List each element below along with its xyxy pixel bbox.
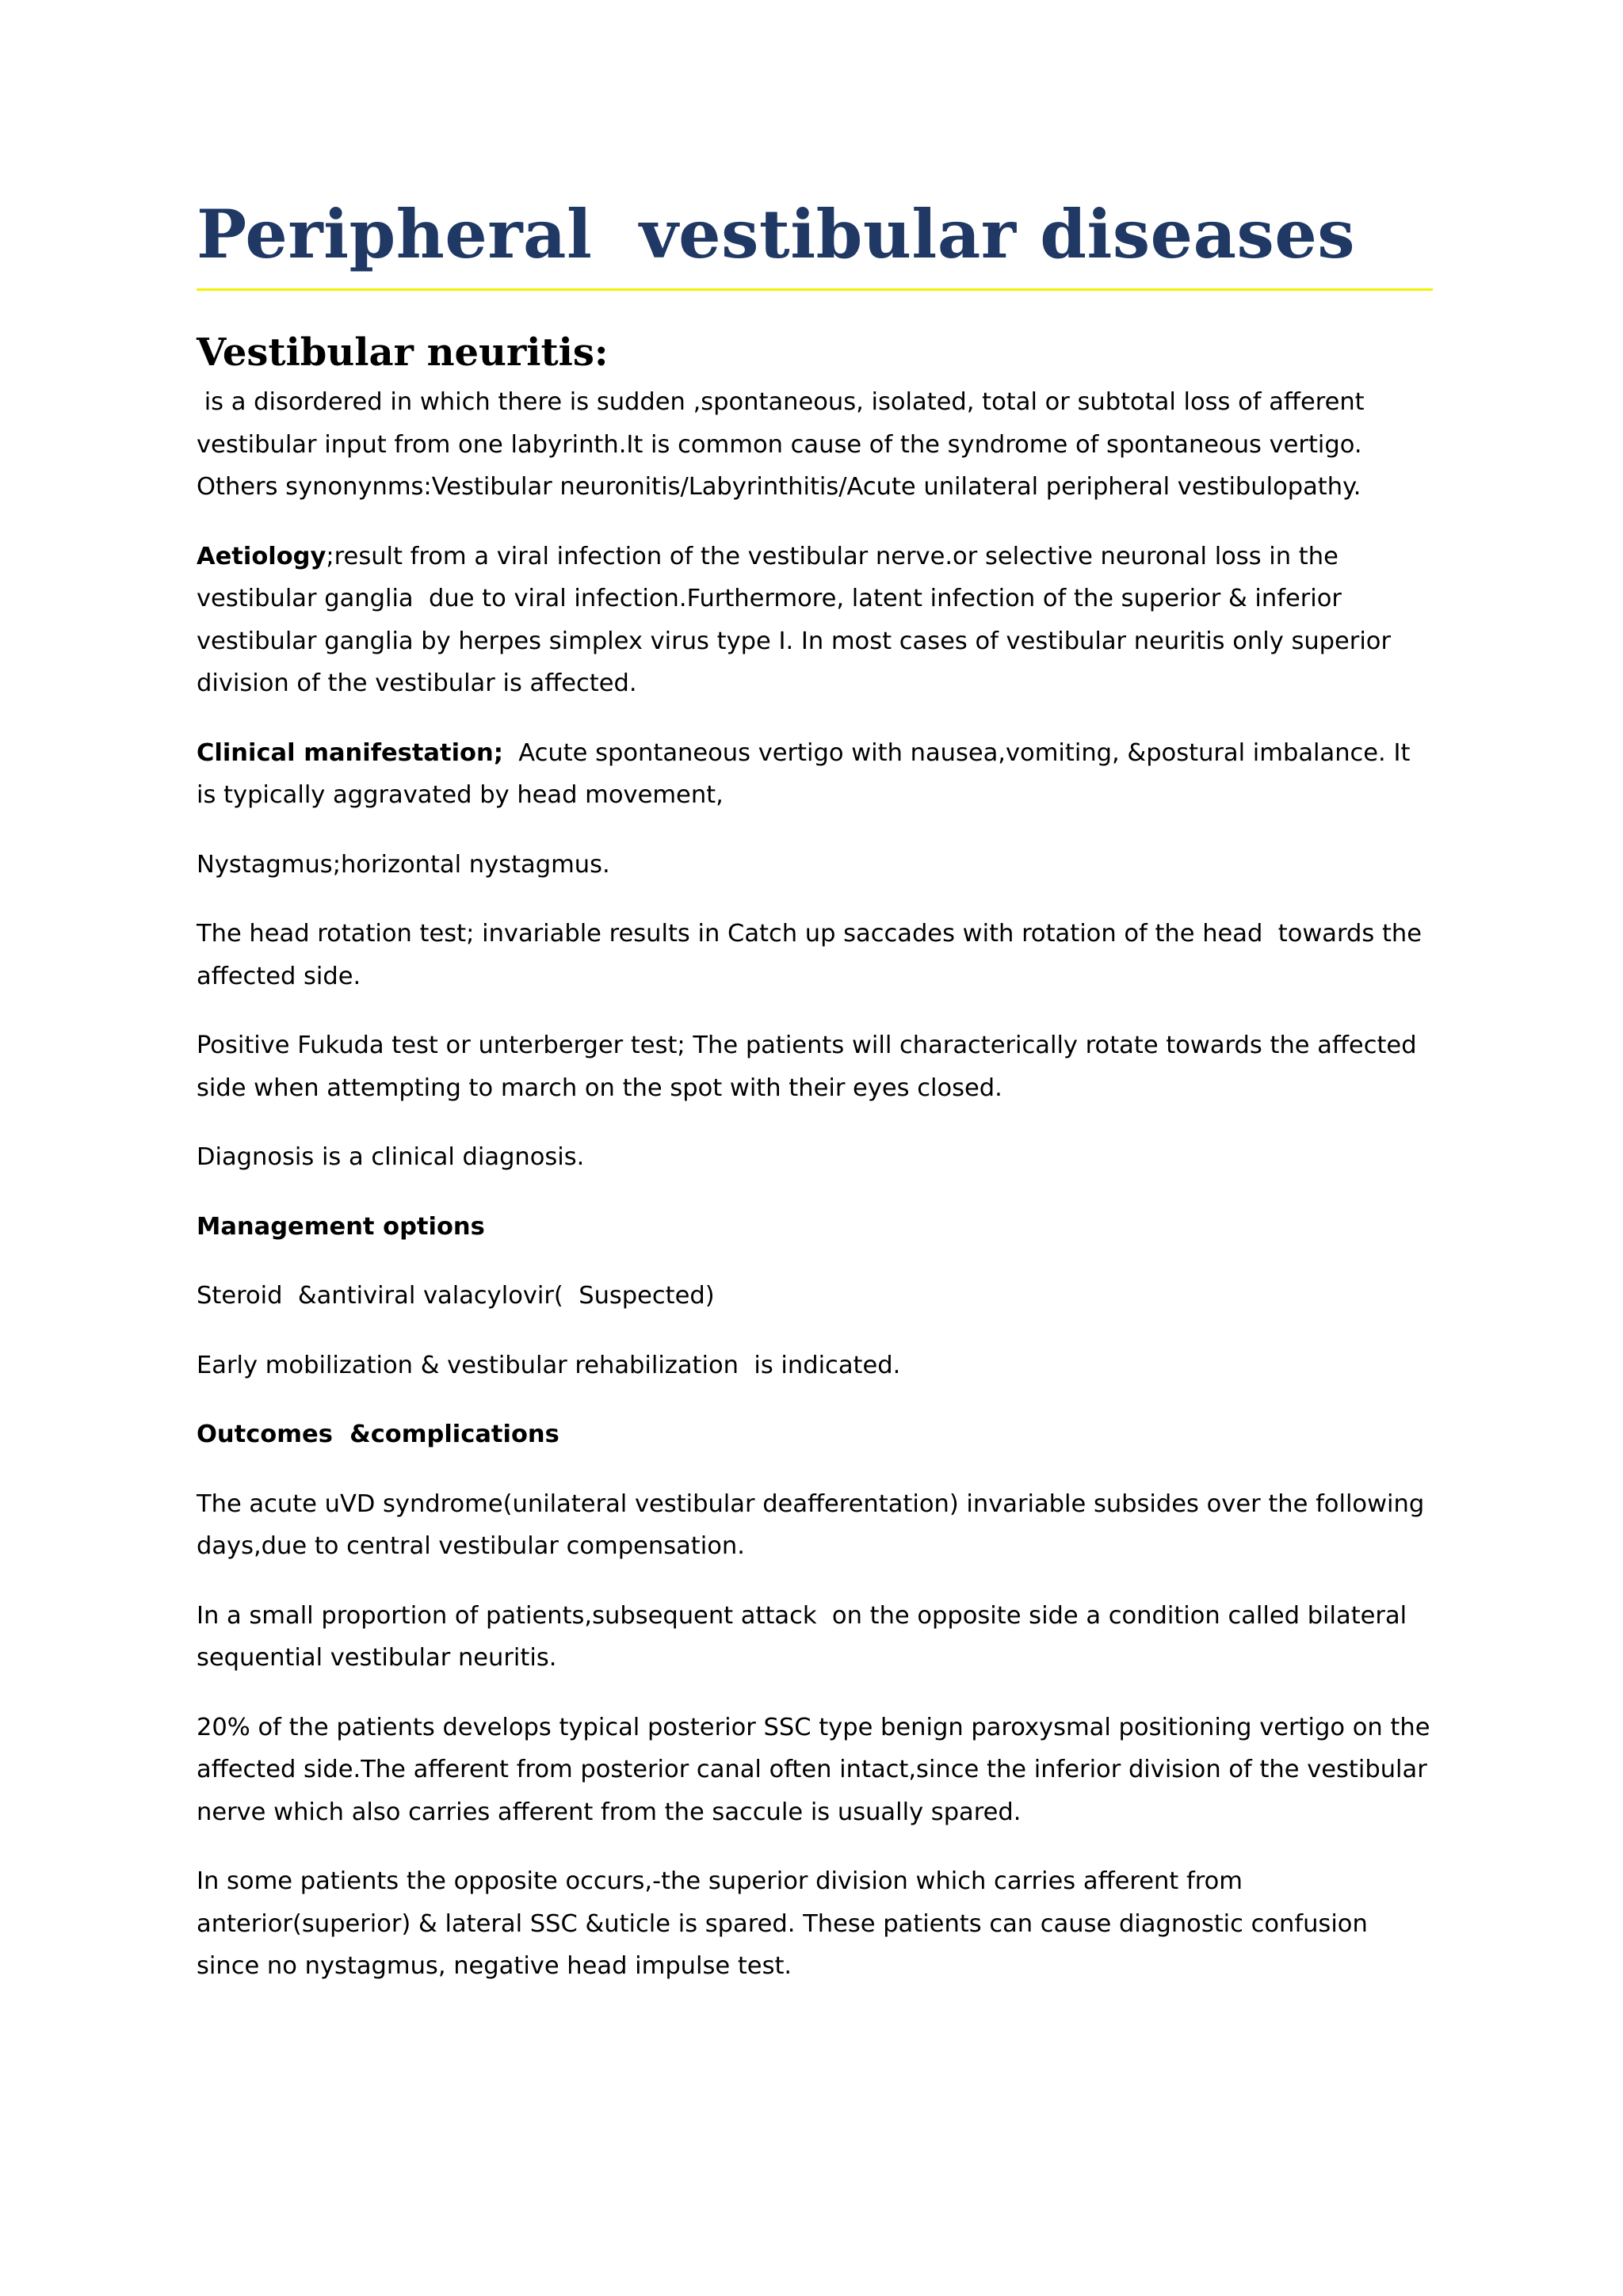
management-heading: Management options	[197, 1212, 485, 1241]
intro-paragraph: is a disordered in which there is sudden ,spontaneous, isolated, total or subtotal loss of afferent vestibular input from one labyrinth.It is common cause of the syndrome of spontaneous vertigo. Others synonynms:Vestibular neuronitis/Labyrinthitis/Acute unilateral peripheral vestibulopathy.	[197, 388, 1373, 501]
aetiology-text: ;result from a viral infection of the vestibular nerve.or selective neuronal loss in the vestibular ganglia due to viral infection.Furthermore, latent infection of the superior & inferior vestibular ganglia by herpes simplex virus type I. In most cases of vestibular neuritis only superior division of the vestibular is affected.	[197, 542, 1399, 697]
title-underline	[197, 288, 1433, 291]
clinical-label: Clinical manifestation;	[197, 738, 503, 767]
outcome-paragraph-2: In a small proportion of patients,subsequent attack on the opposite side a condition called bilateral sequential vestibular neuritis.	[197, 1601, 1415, 1672]
mobilization-paragraph: Early mobilization & vestibular rehabilization is indicated.	[197, 1351, 901, 1379]
outcome-paragraph-3: 20% of the patients develops typical posterior SSC type benign paroxysmal positioning vertigo on the affected side.The afferent from posterior canal often intact,since the inferior division of the vestibular nerve which also carries afferent from the saccule is usually spared.	[197, 1713, 1438, 1826]
clinical-paragraph	[197, 732, 1433, 817]
outcome-paragraph-4: In some patients the opposite occurs,-the superior division which carries afferent from anterior(superior) & lateral SSC &uticle is spared. These patients can cause diagnostic confusion since no nystagmus, negative head impulse test.	[197, 1867, 1376, 1980]
document-title: Peripheral vestibular diseases	[197, 195, 1356, 273]
outcome-paragraph-1: The acute uVD syndrome(unilateral vestibular deafferentation) invariable subsides over the following days,due to central vestibular compensation.	[197, 1489, 1432, 1560]
aetiology-paragraph	[197, 536, 1433, 705]
document-body	[197, 190, 1438, 2015]
steroid-paragraph: Steroid &antiviral valacylovir( Suspected)	[197, 1282, 715, 1310]
fukuda-paragraph: Positive Fukuda test or unterberger test; The patients will characterically rotate towards the affected side when attempting to march on the spot with their eyes closed.	[197, 1032, 1425, 1102]
head-rotation-paragraph: The head rotation test; invariable results in Catch up saccades with rotation of the head towards the affected side.	[197, 920, 1430, 990]
outcomes-heading: Outcomes &complications	[197, 1421, 559, 1448]
nystagmus-paragraph: Nystagmus;horizontal nystagmus.	[197, 850, 610, 879]
diagnosis-paragraph: Diagnosis is a clinical diagnosis.	[197, 1143, 585, 1171]
section-heading: Vestibular neuritis:	[197, 330, 609, 375]
clinical-text: Acute spontaneous vertigo with nausea,vomiting, &postural imbalance. It is typically aggravated by head movement,	[197, 738, 1419, 809]
aetiology-label: Aetiology	[197, 542, 327, 570]
